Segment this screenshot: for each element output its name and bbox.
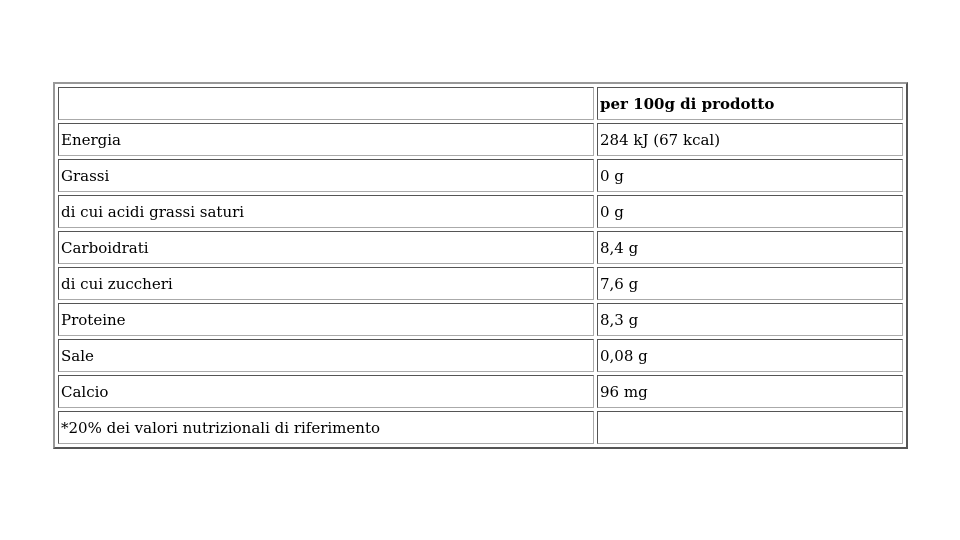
- table-row: [58, 159, 903, 192]
- nutrient-value: 96 mg: [597, 375, 903, 408]
- table-row: [58, 195, 903, 228]
- table-footnote-row: [58, 411, 903, 444]
- nutrient-value: 8,4 g: [597, 231, 903, 264]
- nutrient-label: Grassi: [58, 159, 594, 192]
- nutrient-value: 0,08 g: [597, 339, 903, 372]
- nutrient-value: 8,3 g: [597, 303, 903, 336]
- nutrient-label: di cui acidi grassi saturi: [58, 195, 594, 228]
- table-row: [58, 267, 903, 300]
- footnote-label: *20% dei valori nutrizionali di riferimento: [58, 411, 594, 444]
- nutrient-value: 0 g: [597, 159, 903, 192]
- nutrient-label: Sale: [58, 339, 594, 372]
- nutrient-label: Energia: [58, 123, 594, 156]
- nutrient-value: 7,6 g: [597, 267, 903, 300]
- table-row: [58, 303, 903, 336]
- footnote-value: [597, 411, 903, 444]
- nutrient-value: 284 kJ (67 kcal): [597, 123, 903, 156]
- nutrient-label: Calcio: [58, 375, 594, 408]
- table-row: [58, 231, 903, 264]
- nutrient-value: 0 g: [597, 195, 903, 228]
- table-row: [58, 123, 903, 156]
- nutrient-label: di cui zuccheri: [58, 267, 594, 300]
- table-row: [58, 375, 903, 408]
- header-label-cell: [58, 87, 594, 120]
- table-row: [58, 339, 903, 372]
- nutrient-label: Carboidrati: [58, 231, 594, 264]
- nutrition-table: [53, 82, 908, 449]
- table-header-row: [58, 87, 903, 120]
- nutrient-label: Proteine: [58, 303, 594, 336]
- header-value-cell: per 100g di prodotto: [597, 87, 903, 120]
